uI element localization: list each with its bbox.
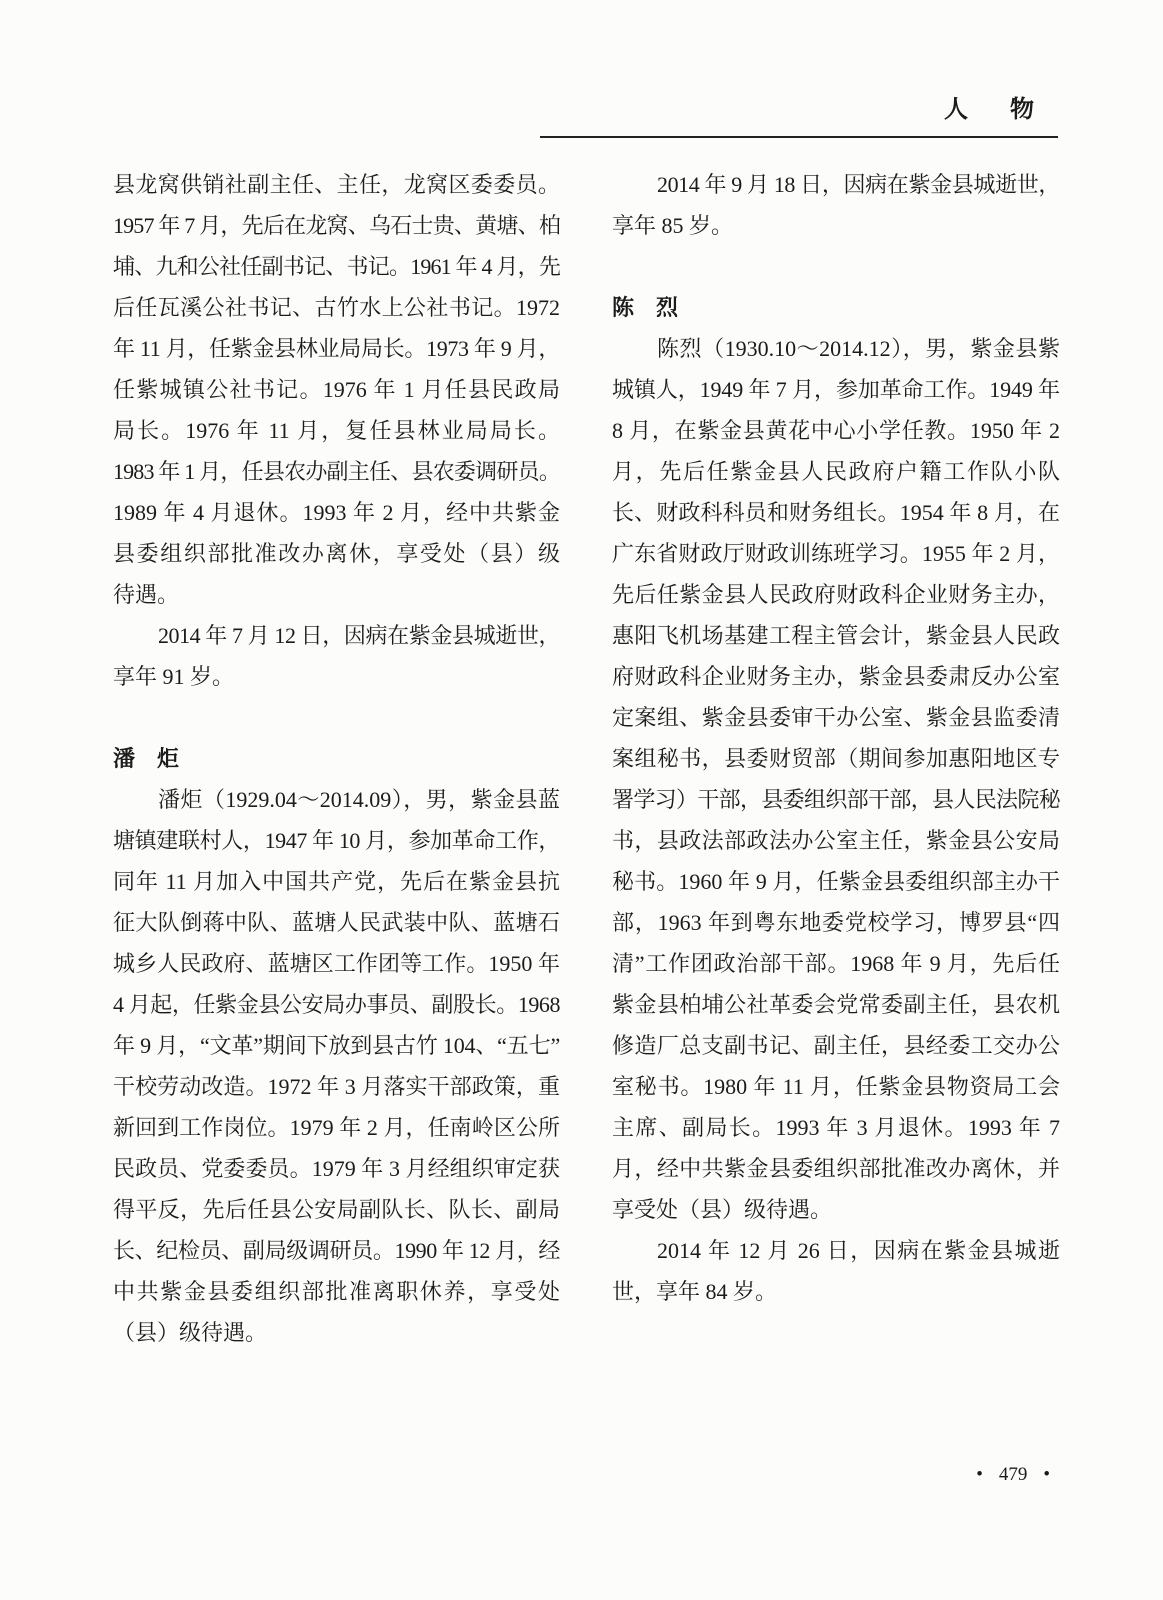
text-line: 书，县政法部政法办公室主任，紫金县公安局 <box>612 828 1060 853</box>
text-line: 1957 年 7 月，先后在龙窝、乌石士贵、黄塘、柏 <box>113 213 560 238</box>
paragraph <box>113 615 560 697</box>
section-title: 人 物 <box>944 96 1032 123</box>
text-line: 民政员、党委委员。1979 年 3 月经组织审定获 <box>113 1156 560 1181</box>
text-line: 2014 年 12 月 26 日，因病在紫金县城逝 <box>657 1238 1060 1263</box>
paragraph <box>612 164 1060 246</box>
text-line: 县龙窝供销社副主任、主任，龙窝区委委员。 <box>113 172 560 197</box>
text-line: 年 11 月，任紫金县林业局局长。1973 年 9 月， <box>113 336 560 361</box>
paragraph <box>612 1230 1060 1312</box>
text-line: 1989 年 4 月退休。1993 年 2 月，经中共紫金 <box>113 500 560 525</box>
text-line: 征大队倒蒋中队、蓝塘人民武装中队、蓝塘石 <box>113 910 560 935</box>
text-line: 干校劳动改造。1972 年 3 月落实干部政策，重 <box>113 1074 560 1099</box>
paragraph <box>113 779 560 1353</box>
text-line: 8 月，在紫金县黄花中心小学任教。1950 年 2 <box>612 418 1060 443</box>
text-line: 得平反，先后任县公安局副队长、队长、副局 <box>113 1197 560 1222</box>
text-line: 后任瓦溪公社书记、古竹水上公社书记。1972 <box>113 295 560 320</box>
text-line: 4 月起，任紫金县公安局办事员、副股长。1968 <box>113 992 560 1017</box>
paragraph <box>612 328 1060 1230</box>
text-line: 部，1963 年到粤东地委党校学习，博罗县“四 <box>612 910 1060 935</box>
text-line: （县）级待遇。 <box>113 1320 268 1345</box>
text-line: 县委组织部批准改办离休，享受处（县）级 <box>113 541 560 566</box>
text-line: 府财政科企业财务主办，紫金县委肃反办公室 <box>612 664 1060 689</box>
text-line: 1983 年 1 月，任县农办副主任、县农委调研员。 <box>113 459 560 484</box>
left-column <box>113 164 560 1353</box>
text-line: 秘书。1960 年 9 月，任紫金县委组织部主办干 <box>612 869 1060 894</box>
text-line: 陈烈（1930.10～2014.12），男，紫金县紫 <box>657 336 1060 361</box>
text-line: 任紫城镇公社书记。1976 年 1 月任县民政局 <box>113 377 560 402</box>
text-line: 城镇人，1949 年 7 月，参加革命工作。1949 年 <box>612 377 1060 402</box>
text-line: 定案组、紫金县委审干办公室、紫金县监委清 <box>612 705 1060 730</box>
text-line: 2014 年 7 月 12 日，因病在紫金县城逝世， <box>158 623 560 648</box>
text-line: 广东省财政厅财政训练班学习。1955 年 2 月， <box>612 541 1060 566</box>
text-line: 世，享年 84 岁。 <box>612 1279 778 1304</box>
text-line: 同年 11 月加入中国共产党，先后在紫金县抗 <box>113 869 560 894</box>
text-line: 长、纪检员、副局级调研员。1990 年 12 月，经 <box>113 1238 560 1263</box>
text-line: 紫金县柏埔公社革委会党常委副主任，县农机 <box>612 992 1060 1017</box>
text-line: 月，先后任紫金县人民政府户籍工作队小队 <box>612 459 1060 484</box>
text-line: 修造厂总支副书记、副主任，县经委工交办公 <box>612 1033 1060 1058</box>
text-line: 主席、副局长。1993 年 3 月退休。1993 年 7 <box>612 1115 1060 1140</box>
text-line: 享年 85 岁。 <box>612 213 734 238</box>
right-column <box>612 164 1060 1312</box>
text-line: 新回到工作岗位。1979 年 2 月，任南岭区公所 <box>113 1115 560 1140</box>
text-line: 年 9 月，“文革”期间下放到县古竹 104、“五七” <box>113 1033 560 1058</box>
text-line: 塘镇建联村人，1947 年 10 月，参加革命工作， <box>113 828 560 853</box>
person-name-heading: 陈 烈 <box>612 295 679 320</box>
text-line: 长、财政科科员和财务组长。1954 年 8 月，在 <box>612 500 1060 525</box>
header-rule <box>540 136 1058 138</box>
text-line: 潘炬（1929.04～2014.09），男，紫金县蓝 <box>158 787 560 812</box>
paragraph <box>113 164 560 615</box>
text-line: 局长。1976 年 11 月，复任县林业局局长。 <box>113 418 560 443</box>
text-line: 月，经中共紫金县委组织部批准改办离休，并 <box>612 1156 1060 1181</box>
text-line: 埔、九和公社任副书记、书记。1961 年 4 月，先 <box>113 254 560 279</box>
person-name-heading: 潘 炬 <box>113 746 180 771</box>
text-line: 享年 91 岁。 <box>113 664 235 689</box>
text-line: 署学习）干部，县委组织部干部，县人民法院秘 <box>612 787 1060 812</box>
text-line: 城乡人民政府、蓝塘区工作团等工作。1950 年 <box>113 951 560 976</box>
text-line: 2014 年 9 月 18 日，因病在紫金县城逝世， <box>657 172 1060 197</box>
text-line: 案组秘书，县委财贸部（期间参加惠阳地区专 <box>612 746 1060 771</box>
text-line: 享受处（县）级待遇。 <box>612 1197 833 1222</box>
page-number: • 479 • <box>976 1463 1050 1487</box>
text-line: 先后任紫金县人民政府财政科企业财务主办， <box>612 582 1060 607</box>
text-line: 惠阳飞机场基建工程主管会计，紫金县人民政 <box>612 623 1060 648</box>
text-line: 清”工作团政治部干部。1968 年 9 月，先后任 <box>612 951 1060 976</box>
text-line: 室秘书。1980 年 11 月，任紫金县物资局工会 <box>612 1074 1060 1099</box>
text-line: 待遇。 <box>113 582 180 607</box>
text-line: 中共紫金县委组织部批准离职休养，享受处 <box>113 1279 560 1304</box>
